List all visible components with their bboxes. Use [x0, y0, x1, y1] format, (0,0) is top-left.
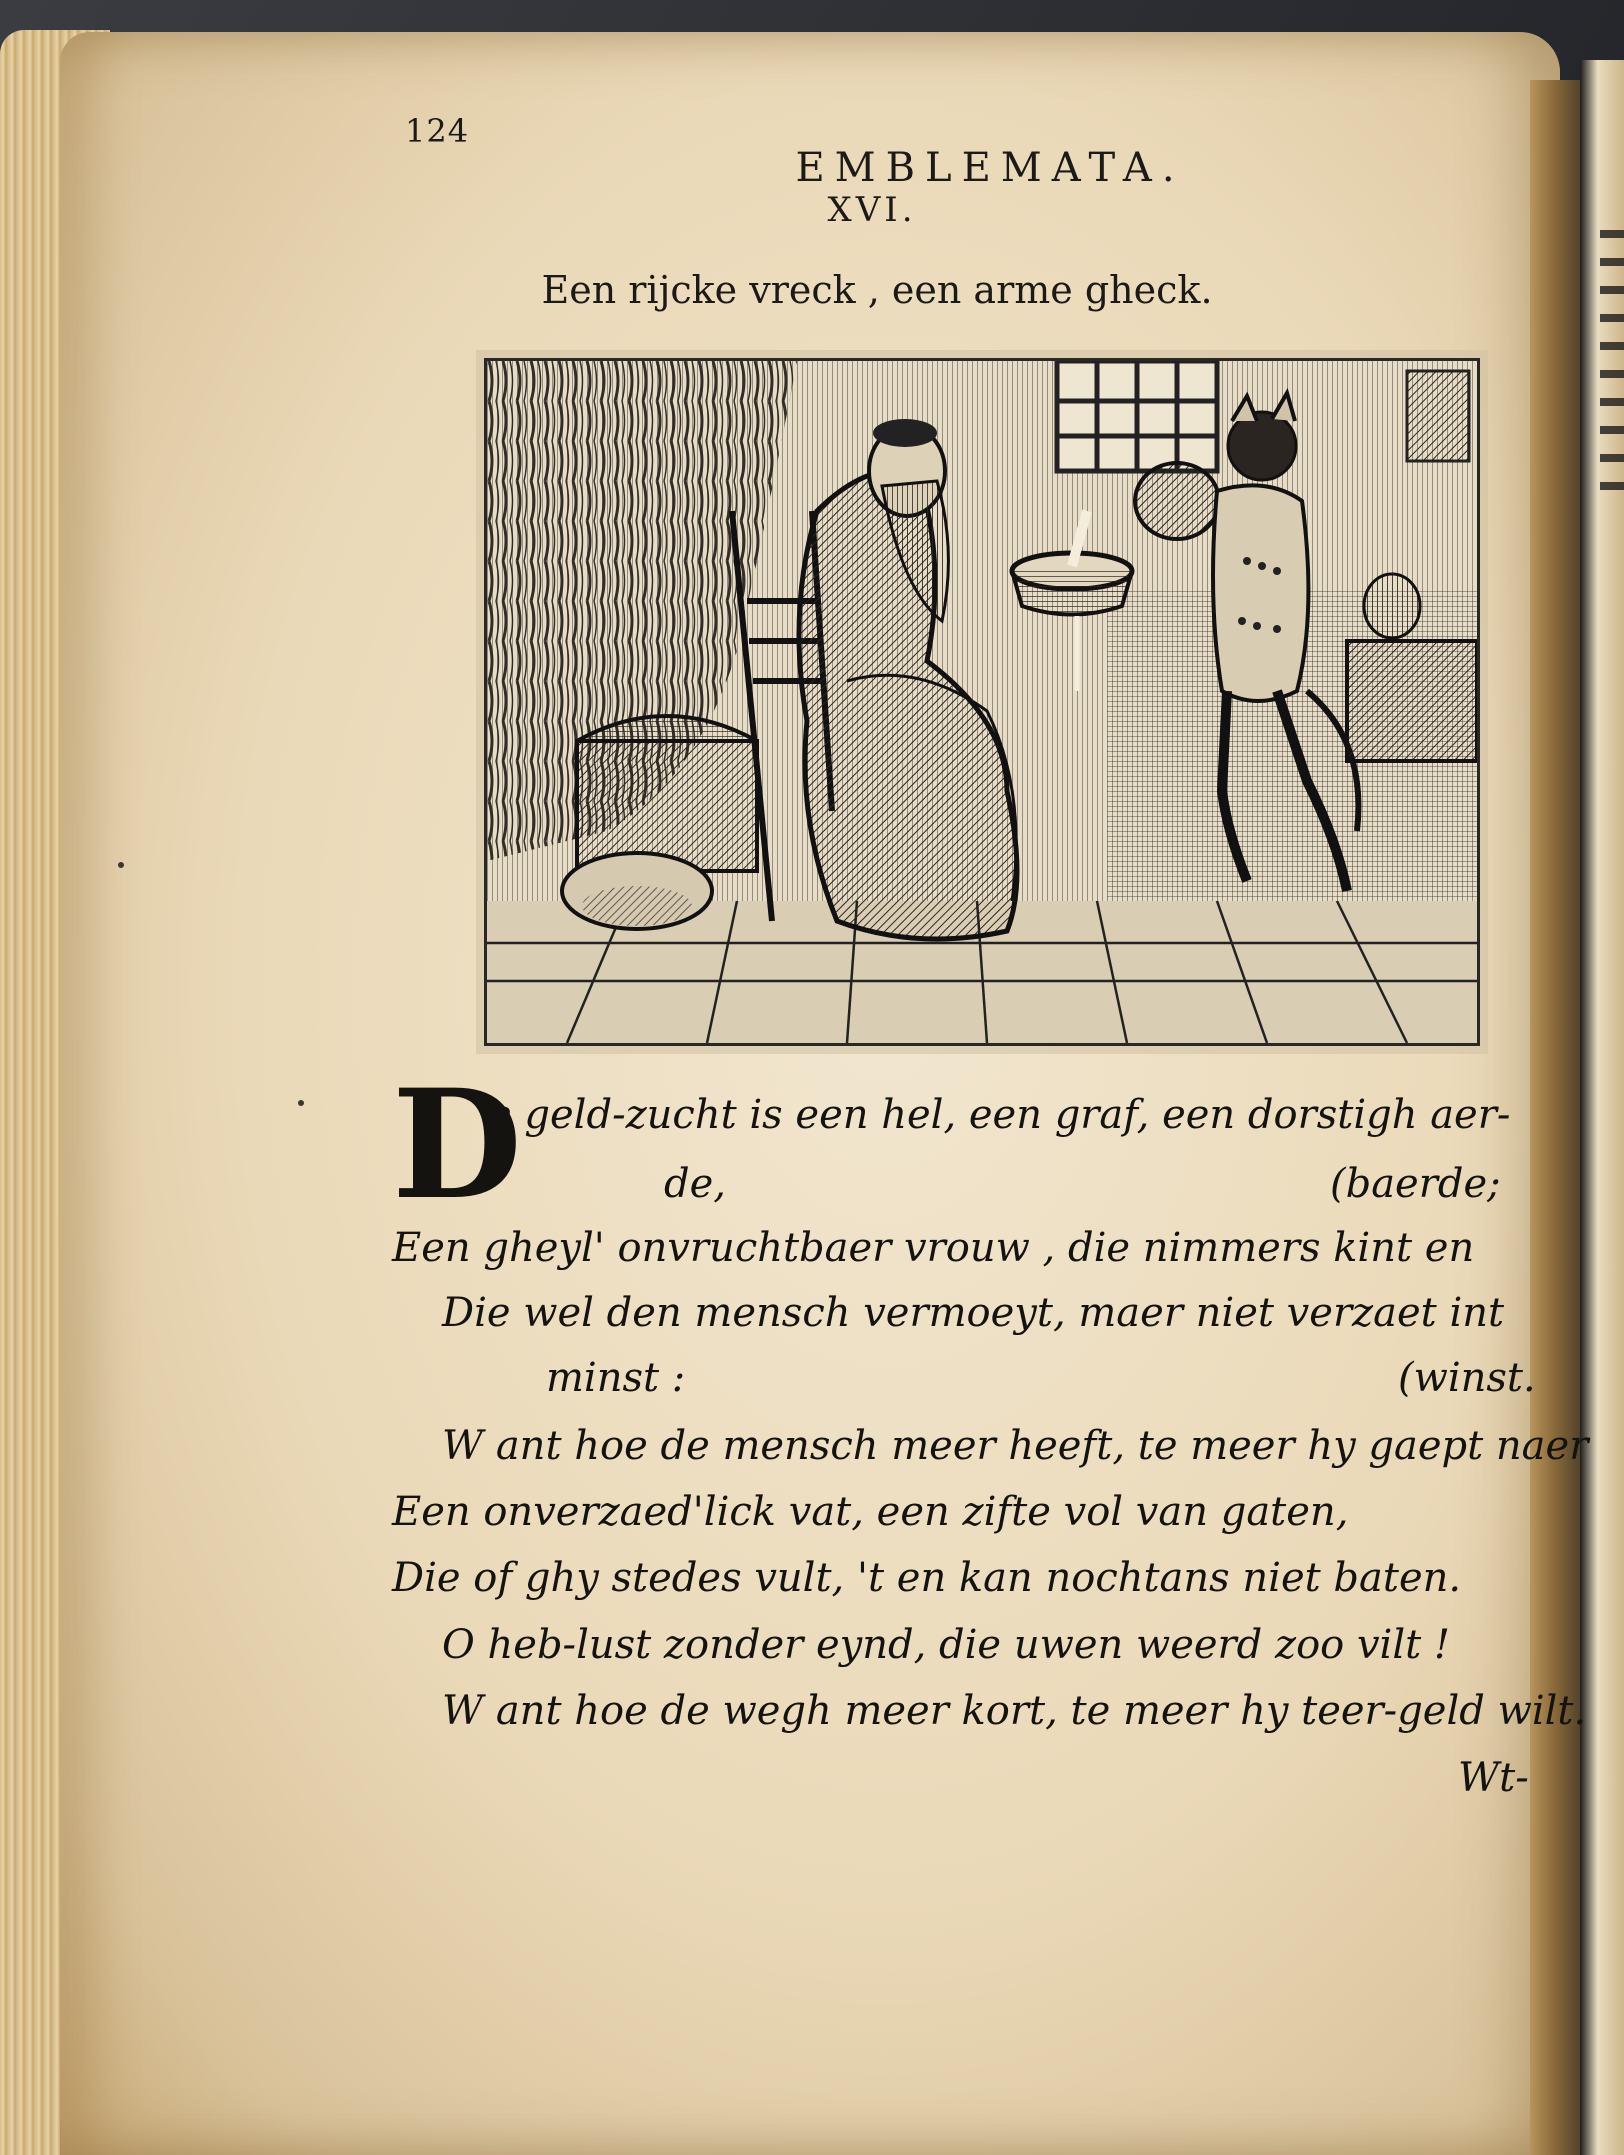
verse-line-9: O heb-lust zonder eynd, die uwen weerd zoo vilt ! [442, 1622, 1450, 1668]
verse-line-2: de, [664, 1161, 726, 1207]
catchword: Wt- [1458, 1755, 1529, 1801]
verse-line-7: Een onverzaed'lick vat, een zifte vol van gaten, [392, 1489, 1349, 1535]
paper-speck [118, 862, 124, 868]
emblem-motto: Een rijcke vreck , een arme gheck. [541, 268, 1213, 312]
verse-line-1: e geld-zucht is een hel, een graf, een dorstigh aer- [488, 1092, 1511, 1138]
running-head: EMBLEMATA. [795, 145, 1185, 191]
drop-cap: D [392, 1057, 523, 1233]
verse-line-5-turnover: (winst. [1398, 1355, 1536, 1401]
paper-speck [298, 1100, 304, 1106]
emblem-number: XVI. [827, 190, 917, 230]
verse-line-3: Een gheyl' onvruchtbaer vrouw , die nimmers kint en [392, 1225, 1475, 1271]
verse-line-4: Die wel den mensch vermoeyt, maer niet verzaet int [442, 1290, 1505, 1336]
verse-line-5: minst : [546, 1355, 686, 1401]
verse-line-10: W ant hoe de wegh meer kort, te meer hy teer-geld wilt. [442, 1688, 1587, 1734]
verse-line-2-turnover: (baerde; [1330, 1161, 1501, 1207]
verse-line-6: W ant hoe de mensch meer heeft, te meer hy gaept naer [442, 1423, 1589, 1469]
page-number: 124 [405, 112, 470, 150]
verse-line-8: Die of ghy stedes vult, 't en kan nochtans niet baten. [392, 1555, 1462, 1601]
